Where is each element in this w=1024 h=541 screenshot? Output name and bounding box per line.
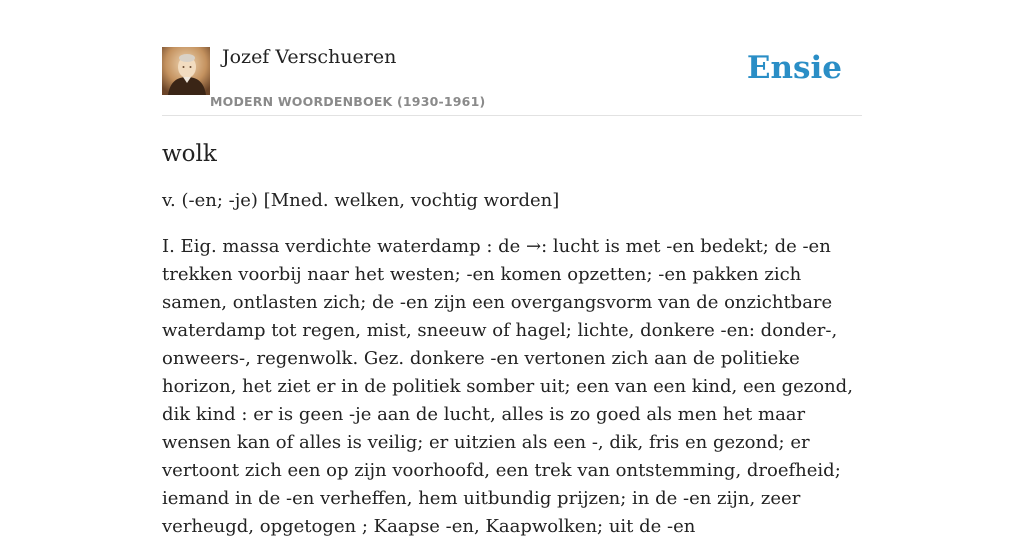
entry-headword: wolk	[162, 141, 217, 167]
entry-content	[162, 138, 862, 541]
header	[162, 44, 862, 116]
source-title[interactable]: MODERN WOORDENBOEK (1930-1961)	[210, 94, 486, 109]
author-avatar[interactable]	[162, 47, 210, 95]
header-divider	[162, 115, 862, 116]
avatar-portrait-icon	[162, 47, 210, 95]
author-name[interactable]: Jozef Verschueren	[222, 46, 397, 68]
entry-definition: I. Eig. massa verdichte waterdamp : de →: lucht is met -en bedekt; de -en trekken voorbij naar het westen; -en komen opzetten; -en pakken zich samen, ontlasten zich; de -en zijn een overgangsvorm van de onzichtbare waterdamp tot regen, mist, sneeuw of hagel; lichte, donkere -en: donder-, onweers-, regenwolk. Gez. donkere -en vertonen zich aan de politieke horizon, het ziet er in de politiek somber uit; een van een kind, een gezond, dik kind : er is geen -je aan de lucht, alles is zo goed als men het maar wensen kan of alles is veilig; er uitzien als een -, dik, fris en gezond; er vertoont zich een op zijn voorhoofd, een trek van ontstemming, droefheid; iemand in de -en verheffen, hem uitbundig prijzen; in de -en zijn, zeer verheugd, opgetogen ; Kaapse -en, Kaapwolken; uit de -en	[162, 236, 853, 537]
brand-logo[interactable]: Ensie	[746, 50, 842, 86]
entry-grammar: v. (-en; -je) [Mned. welken, vochtig worden]	[162, 190, 560, 211]
